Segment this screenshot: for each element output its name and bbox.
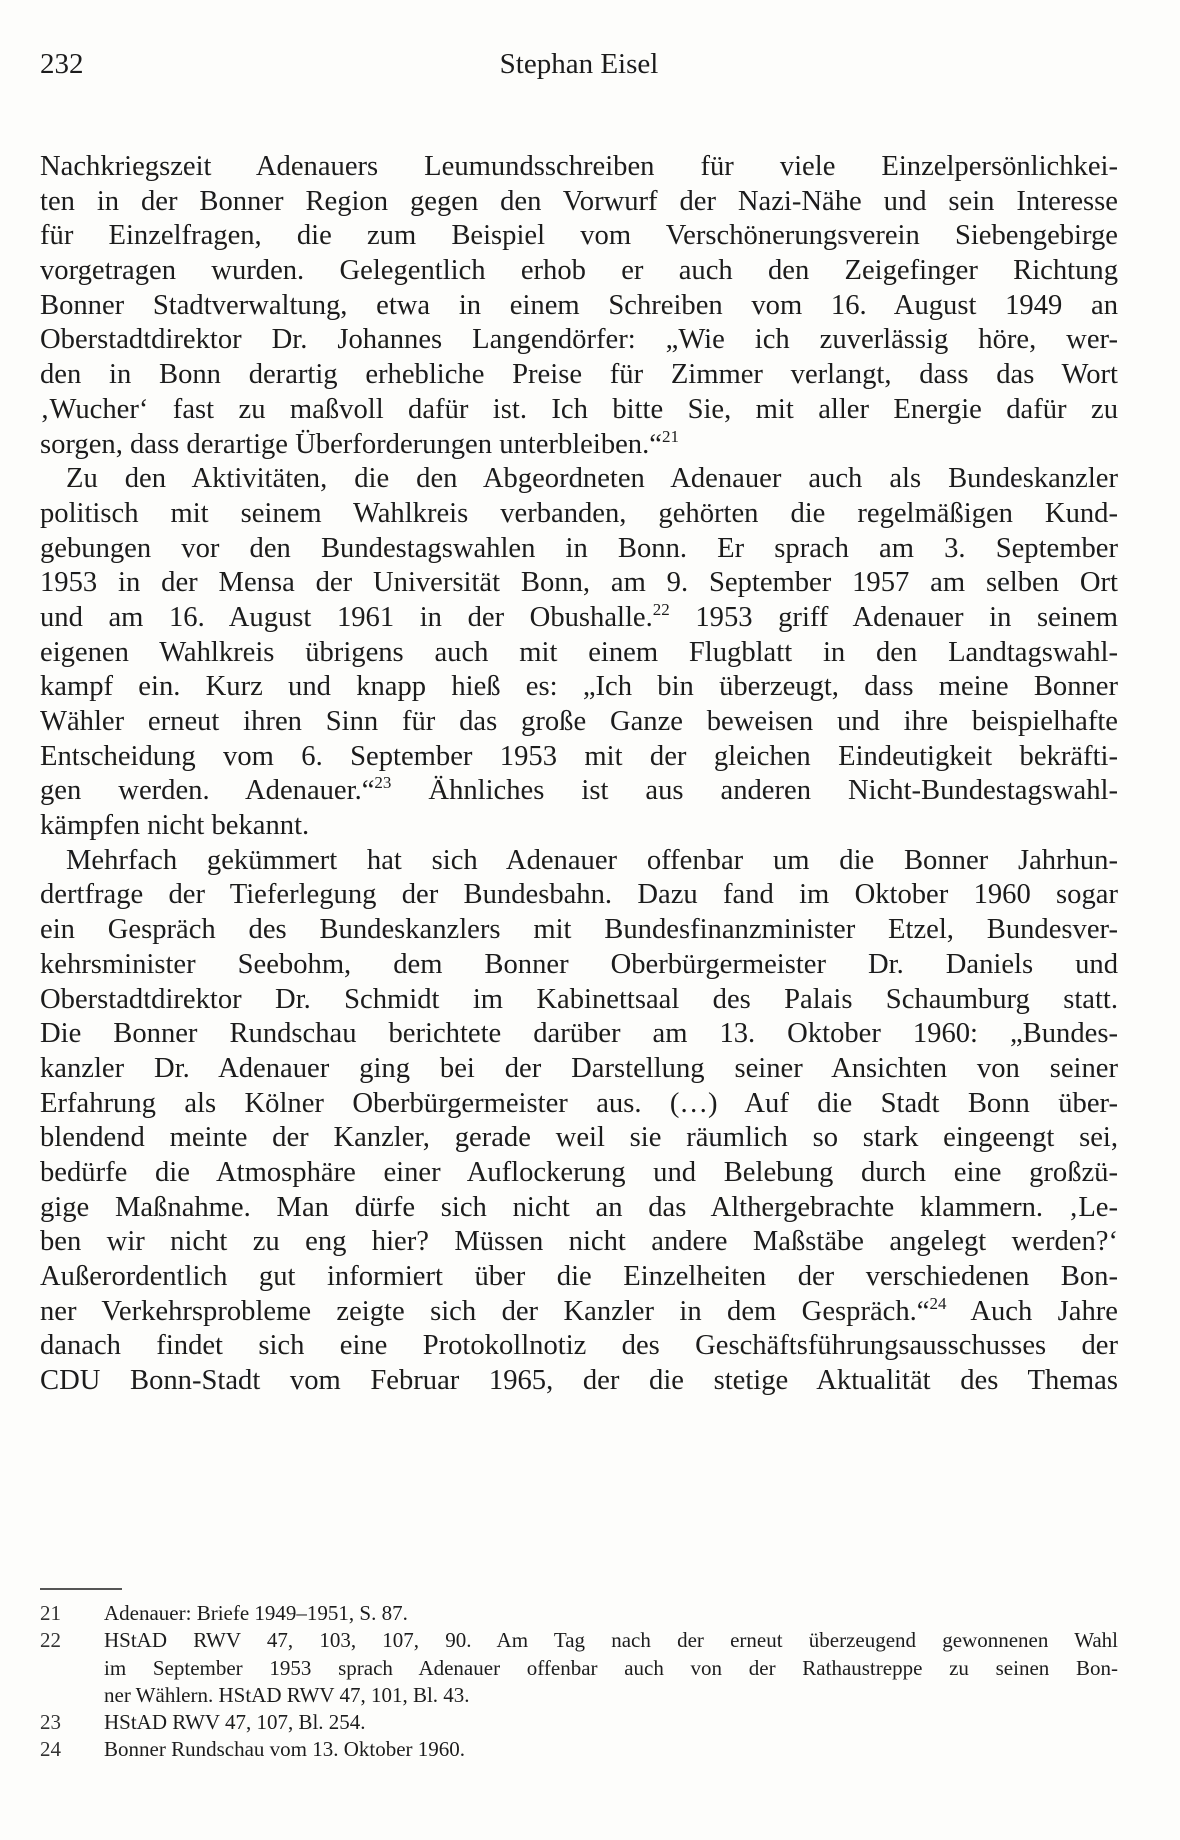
running-head: Stephan Eisel <box>499 48 659 80</box>
footnote-reference[interactable]: 22 <box>652 599 670 619</box>
text-line <box>40 1191 1118 1226</box>
text-line <box>40 670 1118 705</box>
text-line-content: kampf ein. Kurz und knapp hieß es: „Ich bin überzeugt, dass meine Bonner <box>40 671 1118 703</box>
text-line-continuation: Auch Jahre <box>946 1295 1118 1327</box>
text-line <box>40 636 1118 671</box>
text-line <box>40 1364 1118 1399</box>
text-line-content: CDU Bonn-Stadt vom Februar 1965, der die stetige Aktualität des Themas <box>40 1365 1118 1397</box>
body-text <box>40 150 1118 1399</box>
text-line <box>40 1225 1118 1260</box>
text-line <box>40 1052 1118 1087</box>
text-line-content: ner Verkehrsprobleme zeigte sich der Kanzler in dem Gespräch.“ <box>40 1295 930 1327</box>
text-line <box>40 323 1118 358</box>
text-line <box>40 705 1118 740</box>
text-line-content: vorgetragen wurden. Gelegentlich erhob er auch den Zeigefinger Richtung <box>40 255 1118 287</box>
footnote-separator <box>40 1588 122 1590</box>
text-line <box>40 1260 1118 1295</box>
text-line-content: eigenen Wahlkreis übrigens auch mit einem Flugblatt in den Landtagswahl- <box>40 636 1118 668</box>
text-line-content: ‚Wucher‘ fast zu maßvoll dafür ist. Ich bitte Sie, mit aller Energie dafür zu <box>40 393 1118 425</box>
footnote-text <box>104 1709 1118 1736</box>
text-line <box>40 1087 1118 1122</box>
footnote <box>40 1709 1118 1736</box>
text-line-content: für Einzelfragen, die zum Beispiel vom Verschönerungsverein Siebengebirge <box>40 220 1118 252</box>
page-header <box>40 48 1118 88</box>
footnote-line: HStAD RWV 47, 103, 107, 90. Am Tag nach der erneut überzeugend gewonnenen Wahl <box>104 1628 1118 1653</box>
text-line <box>40 532 1118 567</box>
text-line <box>40 878 1118 913</box>
text-line <box>40 948 1118 983</box>
footnote-text <box>104 1627 1118 1709</box>
text-line-content: Entscheidung vom 6. September 1953 mit der gleichen Eindeutigkeit bekräfti- <box>40 740 1118 772</box>
text-line-content: Oberstadtdirektor Dr. Schmidt im Kabinettsaal des Palais Schaumburg statt. <box>40 983 1118 1015</box>
text-line <box>40 1295 1118 1330</box>
text-line <box>40 774 1118 809</box>
text-line-content: Wähler erneut ihren Sinn für das große Ganze beweisen und ihre beispielhafte <box>40 706 1118 737</box>
footnote-reference[interactable]: 23 <box>374 773 392 793</box>
footnote-line: Bonner Rundschau vom 13. Oktober 1960. <box>104 1737 466 1762</box>
text-line-content: den in Bonn derartig erhebliche Preise für Zimmer verlangt, dass das Wort <box>40 359 1118 391</box>
text-line-content: ein Gespräch des Bundeskanzlers mit Bundesfinanzminister Etzel, Bundesver- <box>40 914 1118 946</box>
text-line-content: bedürfe die Atmosphäre einer Auflockerung und Belebung durch eine großzü- <box>40 1156 1118 1188</box>
footnote-text <box>104 1736 1118 1763</box>
text-line <box>40 289 1118 324</box>
text-line-content: kehrsminister Seebohm, dem Bonner Oberbürgermeister Dr. Daniels und <box>40 948 1118 980</box>
footnote-number: 22 <box>40 1628 61 1653</box>
footnote-text <box>104 1600 1118 1627</box>
text-line <box>40 740 1118 775</box>
footnote-line: im September 1953 sprach Adenauer offenbar auch von der Rathaustreppe zu seinen Bon- <box>104 1655 1118 1680</box>
text-line-content: kanzler Dr. Adenauer ging bei der Darstellung seiner Ansichten von seiner <box>40 1052 1118 1084</box>
text-line-content: Oberstadtdirektor Dr. Johannes Langendörfer: „Wie ich zuverlässig höre, wer- <box>40 324 1118 356</box>
text-line-content: und am 16. August 1961 in der Obushalle. <box>40 601 653 633</box>
footnote <box>40 1600 1118 1627</box>
footnote-line: Adenauer: Briefe 1949–1951, S. 87. <box>104 1601 408 1625</box>
footnote-number: 21 <box>40 1601 61 1625</box>
text-line <box>40 844 1118 879</box>
text-line-content: 1953 in der Mensa der Universität Bonn, am 9. September 1957 am selben Ort <box>40 567 1118 599</box>
text-line <box>40 219 1118 254</box>
text-line <box>40 1329 1118 1364</box>
text-line-content: gige Maßnahme. Man dürfe sich nicht an das Althergebrachte klammern. ‚Le- <box>40 1191 1118 1223</box>
text-line <box>40 185 1118 220</box>
footnote-line: HStAD RWV 47, 107, Bl. 254. <box>104 1710 366 1735</box>
text-line <box>40 1156 1118 1191</box>
text-line-content: Die Bonner Rundschau berichtete darüber am 13. Oktober 1960: „Bundes- <box>40 1018 1118 1050</box>
text-line-content: Bonner Stadtverwaltung, etwa in einem Schreiben vom 16. August 1949 an <box>40 289 1118 321</box>
text-line <box>40 983 1118 1018</box>
text-line-content: gebungen vor den Bundestagswahlen in Bonn. Er sprach am 3. September <box>40 532 1118 564</box>
text-line-content: ben wir nicht zu eng hier? Müssen nicht andere Maßstäbe angelegt werden?‘ <box>40 1226 1118 1258</box>
text-line <box>40 393 1118 428</box>
footnote <box>40 1627 1118 1709</box>
text-line <box>40 913 1118 948</box>
text-line <box>40 1121 1118 1156</box>
footnotes <box>40 1600 1118 1764</box>
text-line-content: dertfrage der Tieferlegung der Bundesbahn. Dazu fand im Oktober 1960 sogar <box>40 879 1118 911</box>
footnote-reference[interactable]: 21 <box>661 426 679 446</box>
text-line <box>40 150 1118 185</box>
text-line <box>40 497 1118 532</box>
text-line-continuation: 1953 griff Adenauer in seinem <box>669 601 1118 633</box>
text-line-content: Nachkriegszeit Adenauers Leumundsschreiben für viele Einzelpersönlichkei- <box>40 151 1118 182</box>
footnote-line: ner Wählern. HStAD RWV 47, 101, Bl. 43. <box>104 1682 470 1707</box>
text-line-content: blendend meinte der Kanzler, gerade weil sie räumlich so stark eingeengt sei, <box>40 1122 1118 1154</box>
text-line-content: danach findet sich eine Protokollnotiz des Geschäftsführungsausschusses der <box>40 1330 1118 1362</box>
footnote-number: 23 <box>40 1710 61 1735</box>
text-line-content: Mehrfach gekümmert hat sich Adenauer offenbar um die Bonner Jahrhun- <box>66 844 1118 876</box>
text-line <box>40 462 1118 497</box>
text-line-content: politisch mit seinem Wahlkreis verbanden, gehörten die regelmäßigen Kund- <box>40 497 1118 529</box>
text-line-content: sorgen, dass derartige Überforderungen unterbleiben.“ <box>40 428 662 460</box>
footnote-reference[interactable]: 24 <box>929 1293 947 1313</box>
text-line <box>40 1017 1118 1052</box>
text-line-content: ten in der Bonner Region gegen den Vorwurf der Nazi-Nähe und sein Interesse <box>40 185 1118 217</box>
text-line <box>40 428 1118 463</box>
text-line <box>40 601 1118 636</box>
page-number: 232 <box>40 48 84 80</box>
text-line <box>40 254 1118 289</box>
text-line <box>40 809 1118 844</box>
text-line-content: Erfahrung als Kölner Oberbürgermeister aus. (…) Auf die Stadt Bonn über- <box>40 1087 1118 1119</box>
text-line <box>40 358 1118 393</box>
text-line <box>40 566 1118 601</box>
text-line-content: Zu den Aktivitäten, die den Abgeordneten Adenauer auch als Bundeskanzler <box>66 463 1118 495</box>
footnote-number: 24 <box>40 1737 61 1762</box>
text-line-content: kämpfen nicht bekannt. <box>40 810 310 842</box>
footnote <box>40 1736 1118 1763</box>
text-line-content: gen werden. Adenauer.“ <box>40 775 375 807</box>
text-line-continuation: Ähnliches ist aus anderen Nicht-Bundestagswahl- <box>391 775 1118 807</box>
text-line-content: Außerordentlich gut informiert über die Einzelheiten der verschiedenen Bon- <box>40 1261 1118 1292</box>
